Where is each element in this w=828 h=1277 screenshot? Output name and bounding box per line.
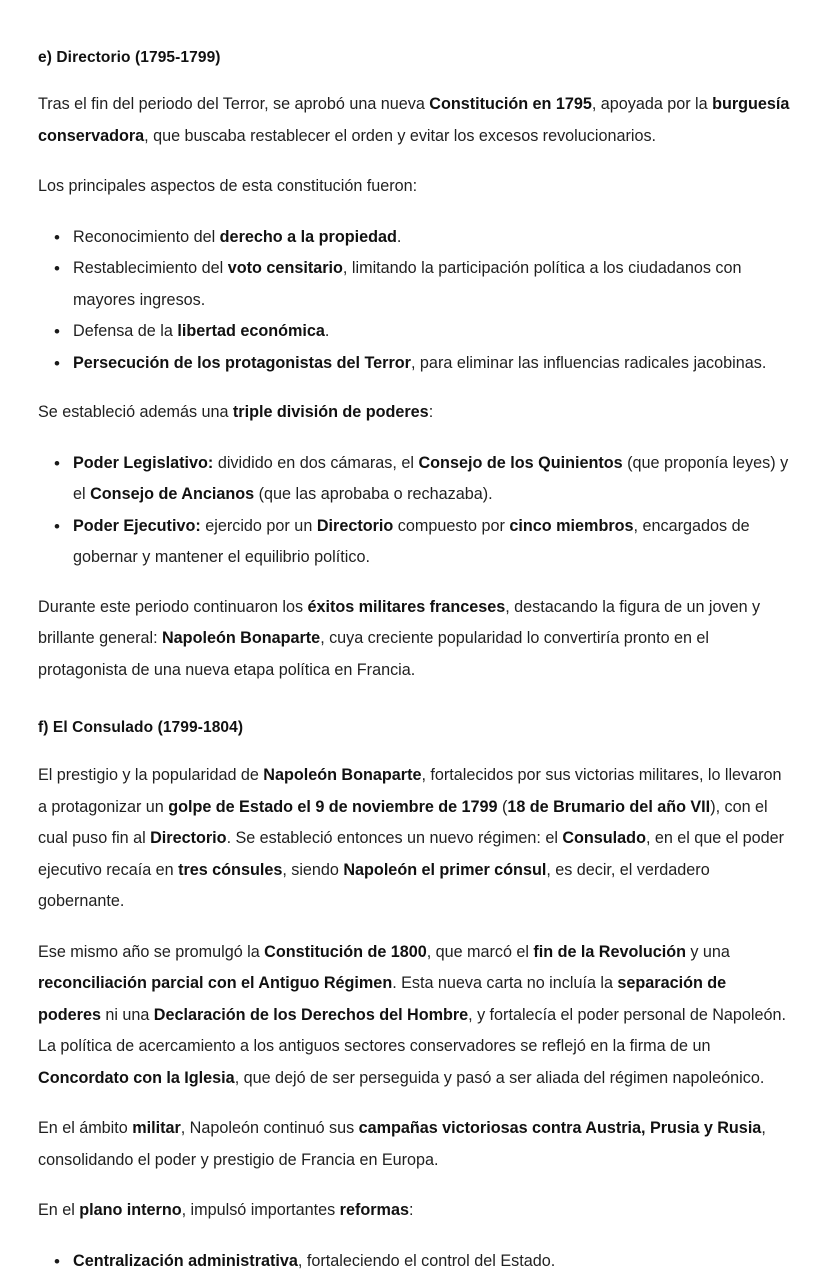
bold-run: derecho a la propiedad [220,228,397,246]
text-run: , que marcó el [427,943,534,961]
document-body [38,47,790,1277]
text-run: , encargados de gobernar y mantener el equilibrio político. [73,517,750,567]
section-heading-consulado: f) El Consulado (1799-1804) [38,717,790,739]
bullet-icon: • [54,448,60,480]
bold-run: Constitución de 1800 [264,943,427,961]
list-item [38,511,790,574]
bold-run: Concordato con la Iglesia [38,1069,235,1087]
text-run: (que proponía leyes) y el [73,454,788,504]
text-run: dividido en dos cámaras, el [213,454,418,472]
text-run: Reconocimiento del [73,228,220,246]
text-run: ( [498,798,508,816]
text-run: , destacando la figura de un joven y brillante general: [38,598,760,648]
paragraph-aspectos-lead: Los principales aspectos de esta constitución fueron: [38,171,790,203]
bold-run: reconciliación parcial con el Antiguo Régimen [38,974,392,992]
bold-run: campañas victoriosas contra Austria, Prusia y Rusia [359,1119,762,1137]
bullet-icon: • [54,222,60,254]
text-run: , siendo [282,861,343,879]
paragraph-division-poderes [38,397,790,429]
text-run: Durante este periodo continuaron los [38,598,307,616]
bullet-icon: • [54,511,60,543]
text-run: Tras el fin del periodo del Terror, se aprobó una nueva [38,95,429,113]
bold-run: separación de poderes [38,974,726,1024]
text-run: , es decir, el verdadero gobernante. [38,861,710,911]
bold-run: Poder Ejecutivo: [73,517,201,535]
bold-run: reformas [340,1201,409,1219]
text-run: , fortalecidos por sus victorias militares, lo llevaron a protagonizar un [38,766,782,816]
bold-run: Napoleón Bonaparte [263,766,421,784]
text-run: , limitando la participación política a los ciudadanos con mayores ingresos. [73,259,742,309]
bullet-icon: • [54,1246,60,1277]
bold-run: éxitos militares franceses [307,598,505,616]
text-run: compuesto por [393,517,509,535]
bold-run: Consejo de los Quinientos [418,454,622,472]
paragraph-plano-interno [38,1195,790,1227]
text-run: . [325,322,330,340]
list-reformas [38,1246,790,1277]
bold-run: golpe de Estado el 9 de noviembre de 1799 [168,798,497,816]
text-run: Ese mismo año se promulgó la [38,943,264,961]
bold-run: Consulado [562,829,646,847]
bullet-icon: • [54,253,60,285]
list-item [38,348,790,380]
paragraph-constitucion-1800 [38,937,790,1095]
text-run: : [409,1201,414,1219]
bold-run: fin de la Revolución [533,943,686,961]
text-run: : [429,403,434,421]
text-run: , Napoleón continuó sus [181,1119,359,1137]
bullet-icon: • [54,316,60,348]
text-run: , impulsó importantes [182,1201,340,1219]
paragraph-consulado-intro [38,760,790,918]
text-run: , cuya creciente popularidad lo convertiría pronto en el protagonista de una nueva etapa política en Francia. [38,629,709,679]
bold-run: burguesía conservadora [38,95,789,145]
text-run: ni una [101,1006,154,1024]
list-item [38,1246,790,1277]
bold-run: Directorio [150,829,226,847]
bold-run: triple división de poderes [233,403,429,421]
paragraph-ambito-militar [38,1113,790,1176]
bold-run: voto censitario [228,259,343,277]
bold-run: plano interno [79,1201,181,1219]
text-run: , y fortalecía el poder personal de Napoleón. La política de acercamiento a los antiguos sectores conservadores se reflejó en la firma de un [38,1006,786,1056]
section-heading-directorio: e) Directorio (1795-1799) [38,47,790,69]
list-item [38,448,790,511]
bold-run: militar [132,1119,181,1137]
bold-run: Centralización administrativa [73,1252,298,1270]
text-run: En el [38,1201,79,1219]
text-run: El prestigio y la popularidad de [38,766,263,784]
text-run: , apoyada por la [592,95,712,113]
bold-run: Declaración de los Derechos del Hombre [154,1006,468,1024]
bold-run: Napoleón el primer cónsul [343,861,546,879]
bold-run: libertad económica [177,322,325,340]
bold-run: Consejo de Ancianos [90,485,254,503]
bullet-icon: • [54,348,60,380]
text-run: . [397,228,402,246]
bold-run: Poder Legislativo: [73,454,213,472]
text-run: , que dejó de ser perseguida y pasó a ser aliada del régimen napoleónico. [235,1069,765,1087]
text-run: . Esta nueva carta no incluía la [392,974,617,992]
text-run: En el ámbito [38,1119,132,1137]
text-run: y una [686,943,730,961]
text-run: Defensa de la [73,322,177,340]
text-run: , para eliminar las influencias radicales jacobinas. [411,354,766,372]
text-run: , consolidando el poder y prestigio de Francia en Europa. [38,1119,766,1169]
list-item [38,222,790,254]
paragraph-exitos-militares [38,592,790,687]
bold-run: cinco miembros [509,517,633,535]
bold-run: Persecución de los protagonistas del Terror [73,354,411,372]
bold-run: Directorio [317,517,393,535]
text-run: Se estableció además una [38,403,233,421]
text-run: Restablecimiento del [73,259,228,277]
bold-run: Constitución en 1795 [429,95,592,113]
text-run: , que buscaba restablecer el orden y evitar los excesos revolucionarios. [144,127,656,145]
text-run: . Se estableció entonces un nuevo régimen: el [227,829,563,847]
list-item [38,253,790,316]
list-aspectos-constitucion [38,222,790,380]
text-run: , fortaleciendo el control del Estado. [298,1252,555,1270]
text-run: ejercido por un [201,517,317,535]
list-item [38,316,790,348]
bold-run: Napoleón Bonaparte [162,629,320,647]
bold-run: tres cónsules [178,861,282,879]
paragraph-directorio-intro [38,89,790,152]
text-run: (que las aprobaba o rechazaba). [254,485,492,503]
bold-run: 18 de Brumario del año VII [507,798,710,816]
text-run: , en el que el poder ejecutivo recaía en [38,829,784,879]
list-poderes [38,448,790,574]
text-run: ), con el cual puso fin al [38,798,768,848]
